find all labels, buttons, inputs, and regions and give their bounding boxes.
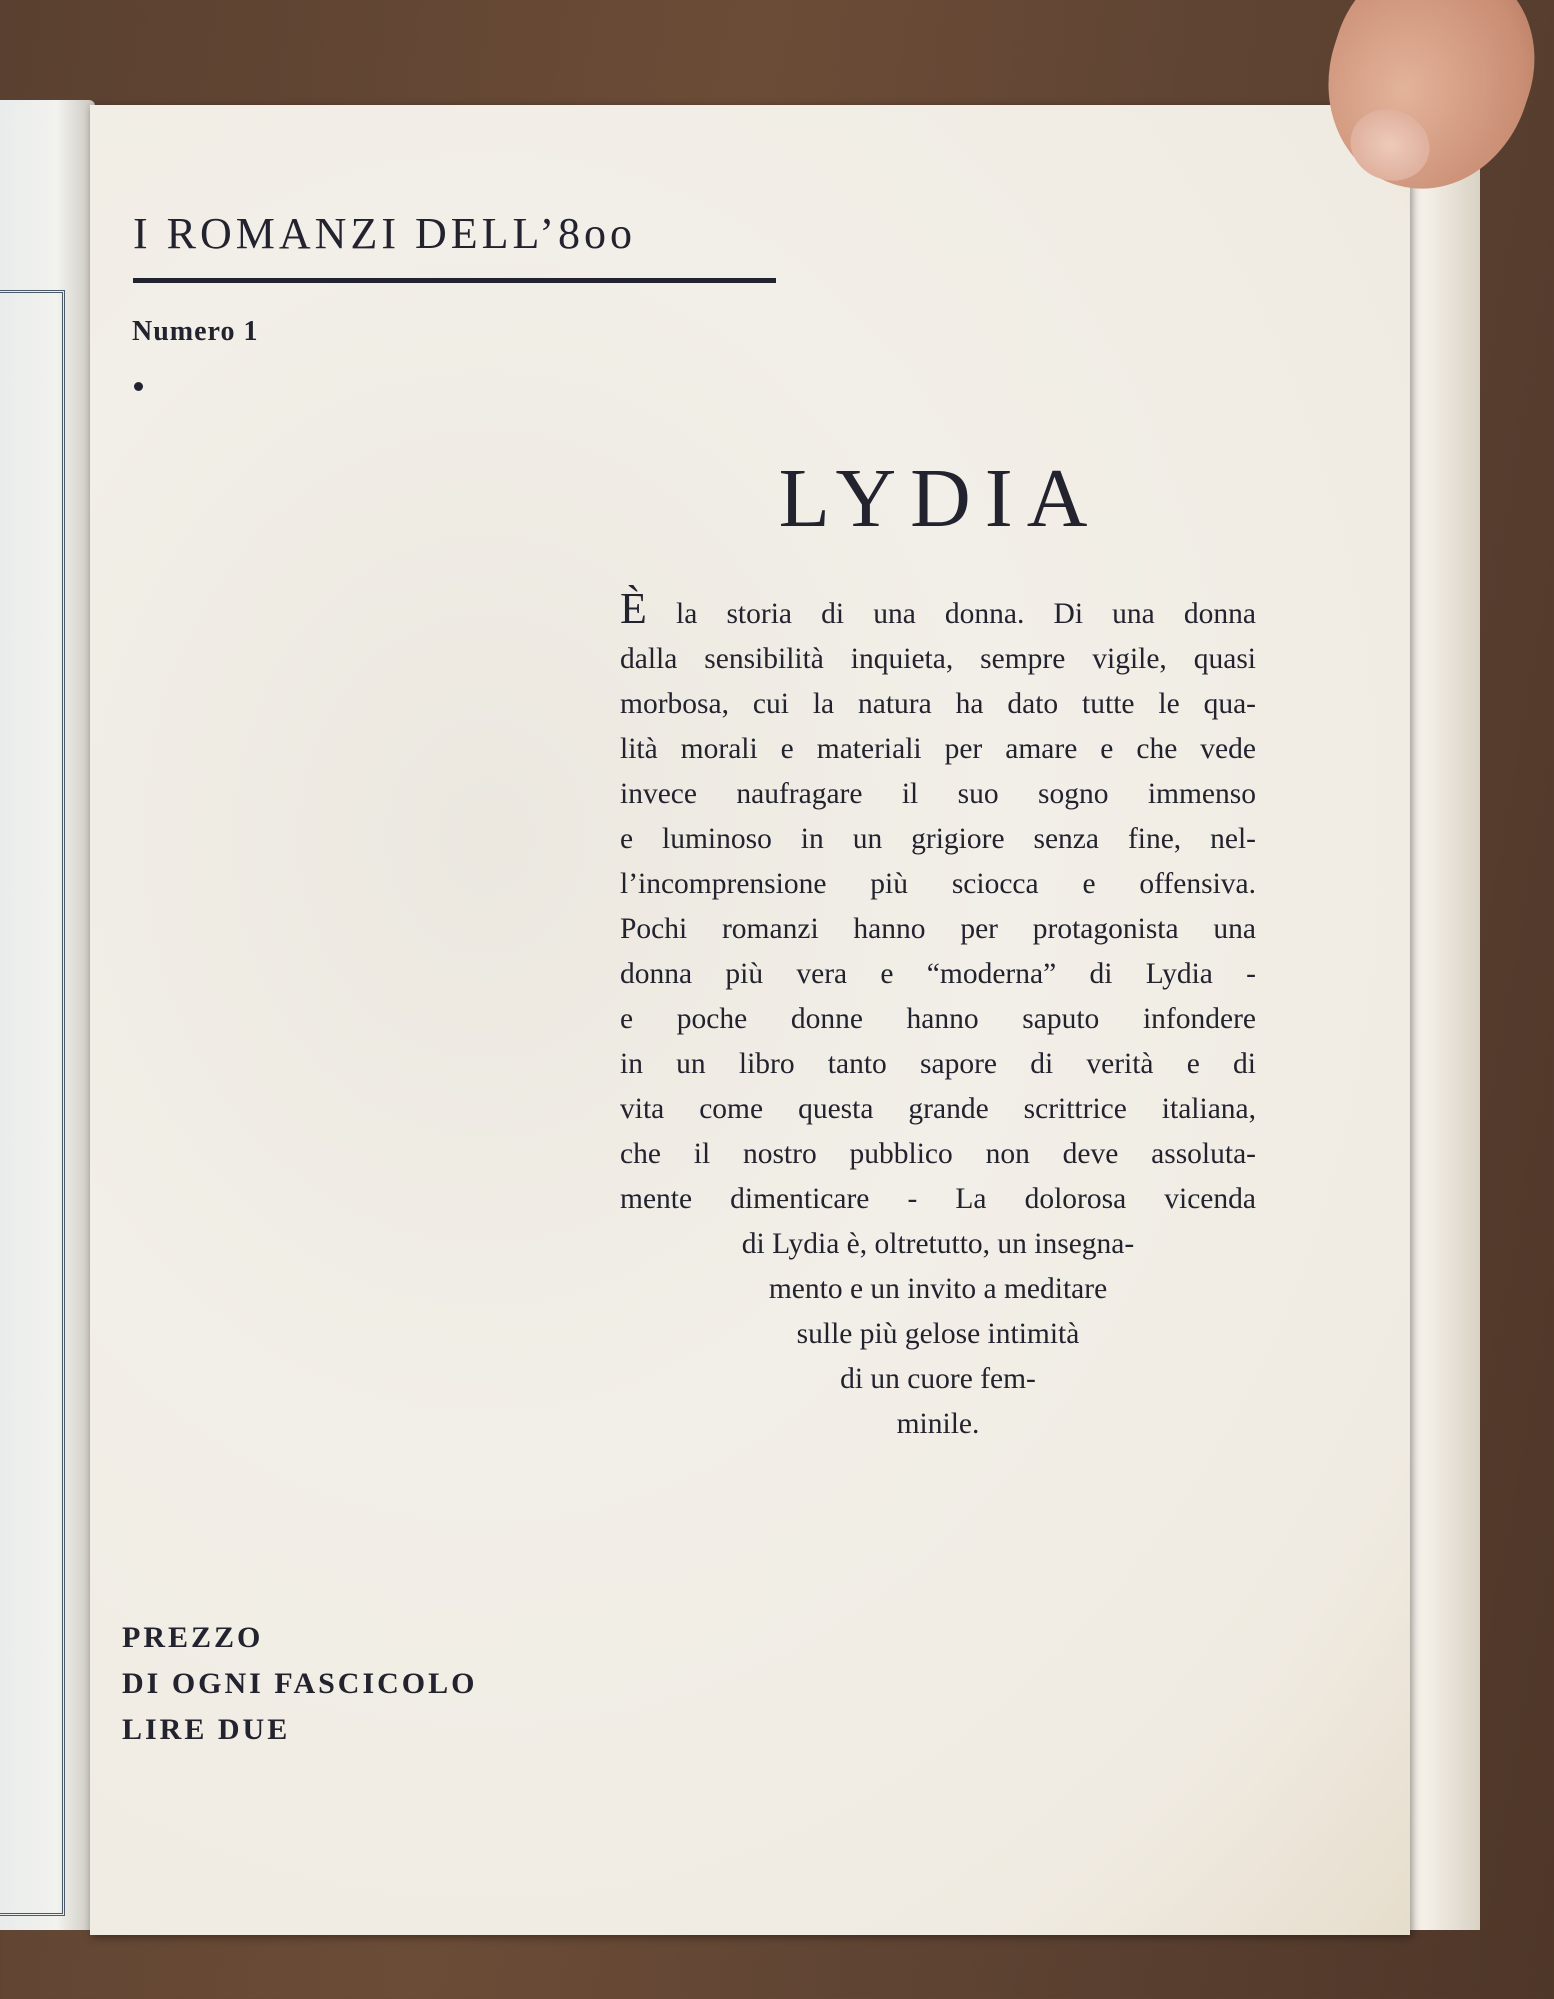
bullet-dot — [134, 382, 143, 391]
text-line-centered: mento e un invito a meditare — [768, 1273, 1108, 1305]
text-line: l’incomprensione più sciocca e offensiva. — [620, 868, 1256, 900]
header-rule — [133, 278, 776, 283]
text-line: mente dimenticare - La dolorosa vicenda — [620, 1183, 1256, 1215]
text-line-centered: di un cuore fem- — [840, 1363, 1036, 1395]
text-line: e poche donne hanno saputo infondere — [620, 1003, 1256, 1035]
drop-cap: È — [620, 584, 647, 633]
description-text — [620, 584, 1256, 1447]
text-line: lità morali e materiali per amare e che vede — [620, 733, 1256, 765]
text-line: donna più vera e “moderna” di Lydia - — [620, 958, 1256, 990]
text-line: in un libro tanto sapore di verità e di — [620, 1048, 1256, 1080]
text-line-centered: sulle più gelose intimità — [796, 1318, 1080, 1350]
text-line: dalla sensibilità inquieta, sempre vigile, quasi — [620, 643, 1256, 675]
text-line: invece naufragare il suo sogno immenso — [620, 778, 1256, 810]
text-line: e luminoso in un grigiore senza fine, nel- — [620, 823, 1256, 855]
text-line: morbosa, cui la natura ha dato tutte le qua- — [620, 688, 1256, 720]
book-title: LYDIA — [778, 452, 1102, 545]
price-label: PREZZO — [122, 1621, 264, 1654]
issue-number: Numero 1 — [132, 316, 259, 347]
text-line: che il nostro pubblico non deve assoluta- — [620, 1138, 1256, 1170]
price-block — [122, 1615, 477, 1753]
text-line-centered: minile. — [896, 1408, 980, 1440]
page-border-frame — [0, 290, 65, 1916]
text-line: È la storia di una donna. Di una donna — [620, 584, 1256, 633]
text-line-centered: di Lydia è, oltretutto, un insegna- — [741, 1228, 1135, 1260]
text-line: Pochi romanzi hanno per protagonista una — [620, 913, 1256, 945]
text-line: vita come questa grande scrittrice italiana, — [620, 1093, 1256, 1125]
price-subtitle: DI OGNI FASCICOLO — [122, 1667, 478, 1700]
price-value: LIRE DUE — [122, 1713, 291, 1746]
series-title: I ROMANZI DELL’8oo — [133, 209, 636, 258]
previous-page — [0, 100, 95, 1930]
